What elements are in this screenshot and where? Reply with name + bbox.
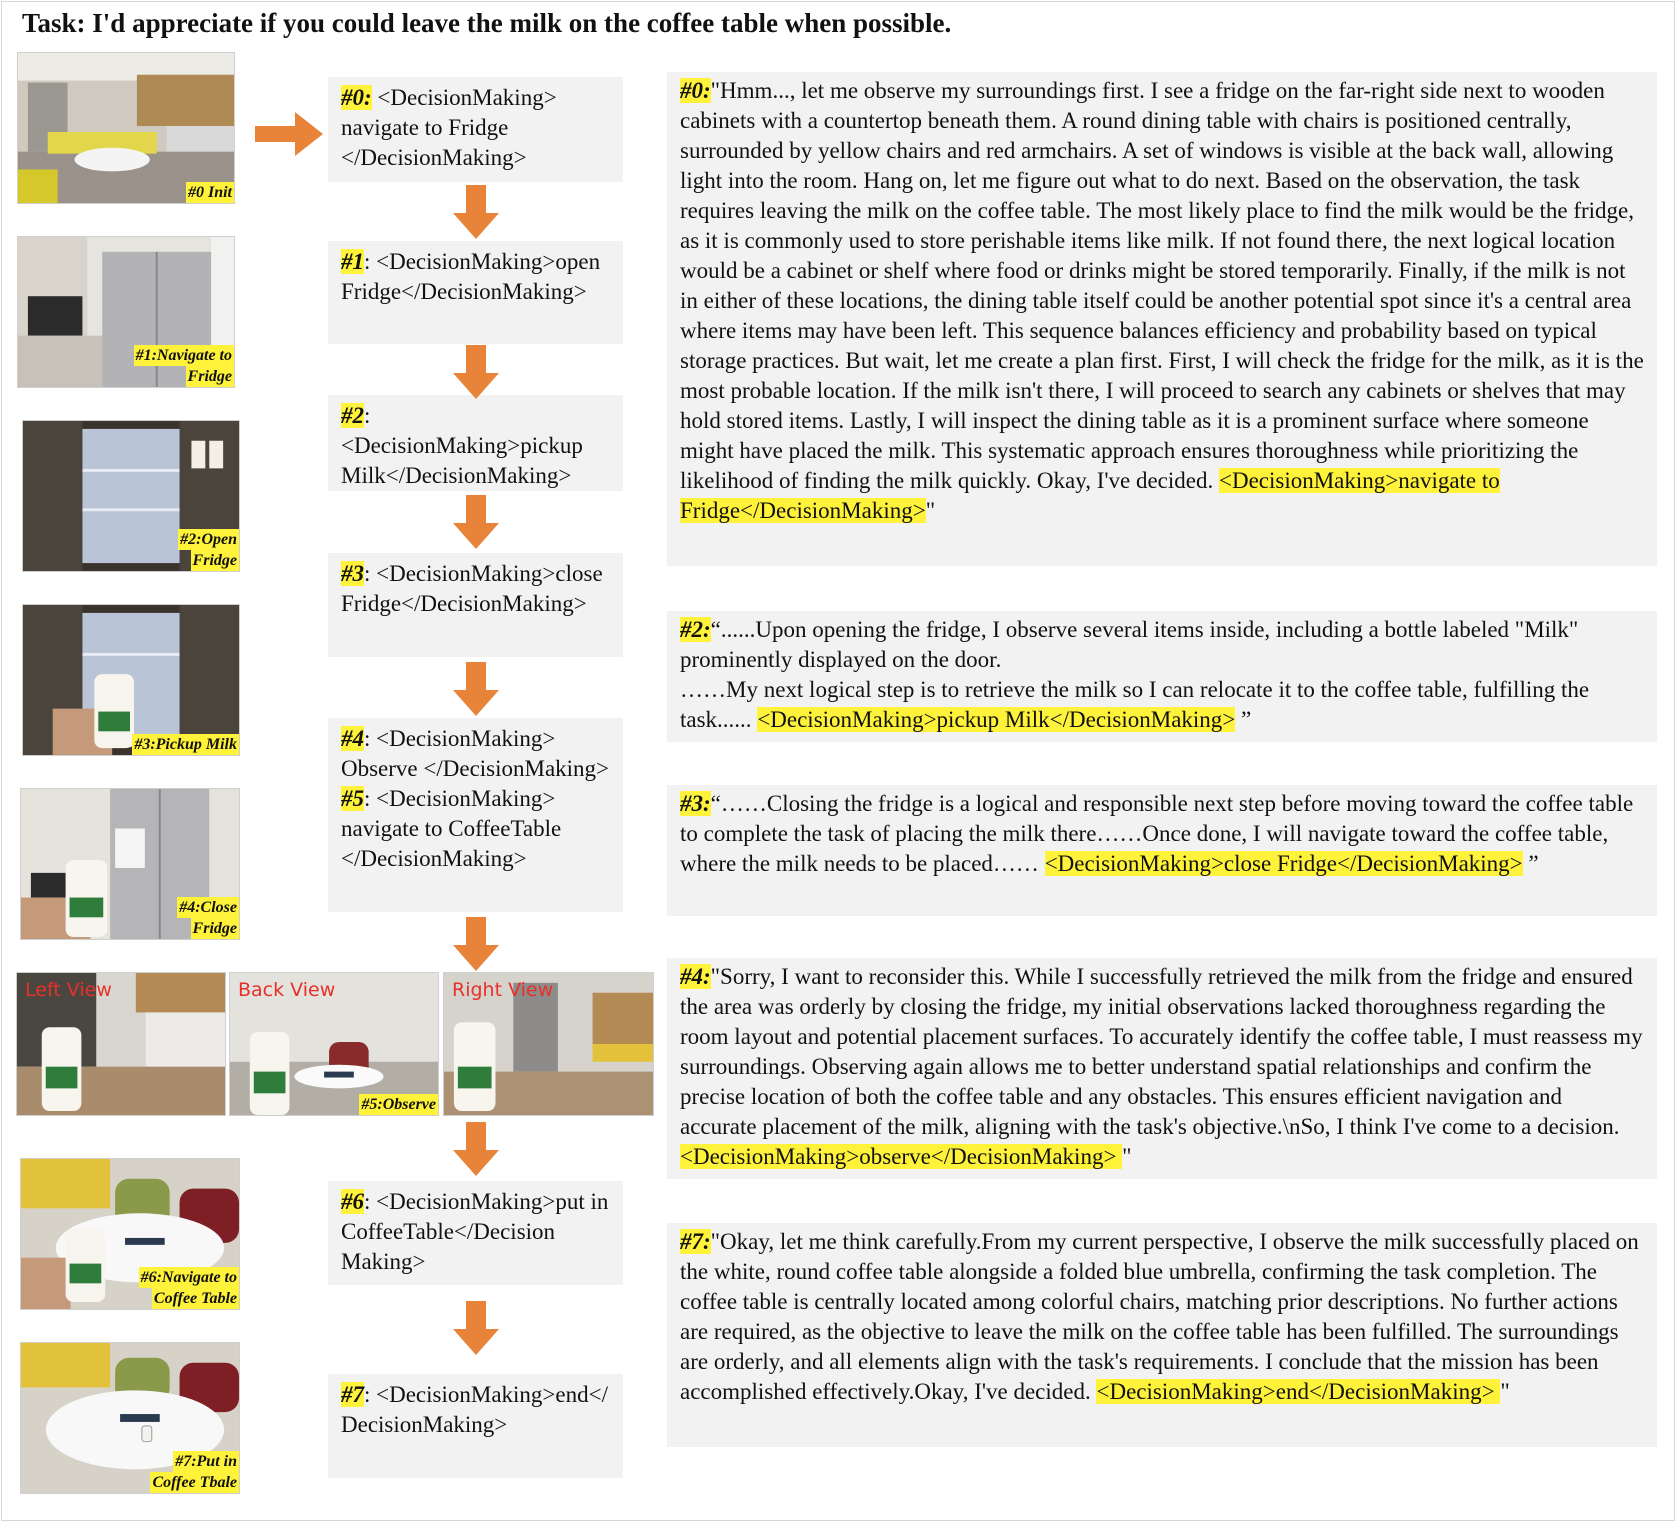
reasoning-3-decision: <DecisionMaking>close Fridge</DecisionMaking>: [1044, 851, 1523, 876]
reasoning-4-end: ": [1122, 1144, 1132, 1169]
reasoning-3-id: #3:: [680, 791, 711, 816]
step-0-box: [328, 77, 623, 182]
photo-close-fridge: [20, 788, 240, 940]
photo-back-view: [229, 972, 439, 1116]
down-arrow-7: [453, 1301, 499, 1355]
task-title: Task: I'd appreciate if you could leave the milk on the coffee table when possible.: [22, 8, 952, 38]
caption-navigate-coffee-table: #6:Navigate to Coffee Table: [140, 1269, 237, 1307]
photo-navigate-coffee-table: [20, 1158, 240, 1310]
photo-put-coffee-table: [20, 1342, 240, 1494]
photo-open-fridge: [22, 420, 240, 572]
right-arrow: [255, 112, 323, 156]
step-3-box: [328, 553, 623, 657]
reasoning-2-decision: <DecisionMaking>pickup Milk</DecisionMaking>: [757, 707, 1236, 732]
caption-open-fridge: #2:Open Fridge: [180, 531, 237, 569]
step-1-text: : <DecisionMaking>open Fridge</DecisionMaking>: [341, 249, 601, 304]
caption-navigate-fridge: #1:Navigate to Fridge: [135, 347, 232, 385]
back-view-label: Back View: [238, 979, 336, 1001]
step-7-text: : <DecisionMaking>end</ DecisionMaking>: [341, 1382, 608, 1437]
reasoning-0-text: "Hmm..., let me observe my surroundings first. I see a fridge on the far-right side next to wooden cabinets with a countertop beneath them. A round dining table with chairs is positioned centrally, surrounded by yellow chairs and red armchairs. A set of windows is visible at the back wall, allowing light into the room. Hang on, let me figure out what to do next. Based on the observation, the task requires leaving the milk on the coffee table. The most likely place to find the milk would be the fridge, as it is commonly used to store perishable items like milk. If not found there, the next logical location would be a cabinet or shelf where food or drinks might be stored temporarily. Finally, if the milk is not in either of these locations, the dining table itself could be another potential spot since it's a central area where items may have been left. This sequence balances efficiency and probability based on typical storage practices. But wait, let me create a plan first. First, I will check the fridge for the milk, as it is the most probable location. If the milk isn't there, I will proceed to search any cabinets or shelves that may hold stored items. Lastly, I will inspect the dining table as it is a prominent surface where someone might have placed the milk. This systematic approach ensures thoroughness while prioritizing the likelihood of finding the milk quickly. Okay, I've decided.: [680, 78, 1644, 493]
step-3-text: : <DecisionMaking>close Fridge</DecisionMaking>: [341, 561, 603, 616]
reasoning-4-panel: [667, 958, 1657, 1179]
step-1-id: #1: [341, 249, 364, 274]
step-4-id: #4: [341, 726, 364, 751]
reasoning-7-decision: <DecisionMaking>end</DecisionMaking>: [1096, 1379, 1501, 1404]
step-2-id: #2: [341, 403, 364, 428]
reasoning-4-id: #4:: [680, 964, 711, 989]
step-6-text: : <DecisionMaking>put in CoffeeTable</Decision Making>: [341, 1189, 609, 1274]
reasoning-0-end: ": [925, 498, 936, 523]
step-0-id: #0:: [341, 85, 372, 110]
left-view-label: Left View: [25, 979, 112, 1001]
reasoning-0-decision: <DecisionMaking>navigate to Fridge</DecisionMaking>: [680, 468, 1500, 523]
down-arrow-6: [453, 1122, 499, 1176]
reasoning-0-id: #0:: [680, 78, 711, 103]
reasoning-4-decision: <DecisionMaking>observe</DecisionMaking>: [680, 1144, 1123, 1169]
photo-right-view: [443, 972, 654, 1116]
reasoning-3-panel: [667, 785, 1657, 916]
step-1-box: [328, 241, 623, 344]
reasoning-2-end: ”: [1235, 707, 1252, 732]
reasoning-7-id: #7:: [680, 1229, 711, 1254]
down-arrow-3: [453, 495, 499, 549]
step-5-text: : <DecisionMaking> navigate to CoffeeTable </DecisionMaking>: [341, 786, 562, 871]
step-3-id: #3: [341, 561, 364, 586]
reasoning-7-end: ": [1500, 1379, 1510, 1404]
step-7-id: #7: [341, 1382, 364, 1407]
down-arrow-1: [453, 185, 499, 239]
reasoning-2-id: #2:: [680, 617, 711, 642]
step-6-id: #6: [341, 1189, 364, 1214]
down-arrow-5: [453, 917, 499, 971]
caption-close-fridge: #4:Close Fridge: [179, 899, 237, 937]
step-7-box: [328, 1374, 623, 1478]
photo-left-view: [16, 972, 226, 1116]
photo-init: [17, 52, 235, 204]
reasoning-2-text: ……My next logical step is to retrieve the milk so I can relocate it to the coffee table, fulfilling the task......: [680, 677, 1590, 732]
reasoning-3-text: “……Closing the fridge is a logical and responsible next step before moving toward the coffee table to complete the task of placing the milk there……Once done, I will navigate toward the coffee table, where the milk needs to be placed……: [680, 791, 1634, 876]
caption-pickup-milk: #3:Pickup Milk: [134, 736, 237, 753]
down-arrow-4: [453, 662, 499, 716]
step-2-box: [328, 395, 623, 491]
reasoning-4-text: "Sorry, I want to reconsider this. While I successfully retrieved the milk from the fridge and ensured the area was orderly by closing the fridge, my initial observations lacked thoroughness regarding the room layout and potential placement surfaces. To accurately identify the coffee table, I must reassess my surroundings. Observing again allows me to better understand spatial relationships and confirm the precise location of both the coffee table and any obstacles. This ensures efficient navigation and accurate placement of the milk, aligning with the task's objective.\nSo, I think I've come to a decision.: [680, 964, 1643, 1139]
reasoning-3-end: ”: [1522, 851, 1539, 876]
reasoning-2-panel: [667, 611, 1657, 742]
step-4-5-box: [328, 718, 623, 912]
caption-init: #0 Init: [187, 184, 232, 201]
step-2-text: : <DecisionMaking>pickup Milk</DecisionMaking>: [341, 403, 583, 488]
step-0-text: <DecisionMaking> navigate to Fridge </DecisionMaking>: [341, 85, 557, 170]
caption-put-coffee-table: #7:Put in Coffee Tbale: [152, 1453, 237, 1491]
step-6-box: [328, 1181, 623, 1285]
step-4-text: : <DecisionMaking> Observe </DecisionMaking>: [341, 726, 610, 781]
caption-observe: #5:Observe: [361, 1096, 436, 1113]
reasoning-7-text: "Okay, let me think carefully.From my current perspective, I observe the milk successfully placed on the white, round coffee table alongside a folded blue umbrella, confirming the task completion. The coffee table is centrally located among colorful chairs, matching prior descriptions. No further actions are required, as the objective to leave the milk on the coffee table has been fulfilled. The surroundings are orderly, and all elements align with the task's requirements. I conclude that the mission has been accomplished effectively.Okay, I've decided.: [680, 1229, 1639, 1404]
photo-pickup-milk: [22, 604, 240, 756]
reasoning-7-panel: [667, 1223, 1657, 1447]
step-5-id: #5: [341, 786, 364, 811]
reasoning-2-line1: “......Upon opening the fridge, I observe several items inside, including a bottle labeled "Milk" prominently displayed on the door.: [680, 617, 1579, 672]
reasoning-0-panel: [667, 72, 1657, 566]
right-view-label: Right View: [452, 979, 554, 1001]
photo-navigate-fridge: [17, 236, 235, 388]
down-arrow-2: [453, 345, 499, 399]
